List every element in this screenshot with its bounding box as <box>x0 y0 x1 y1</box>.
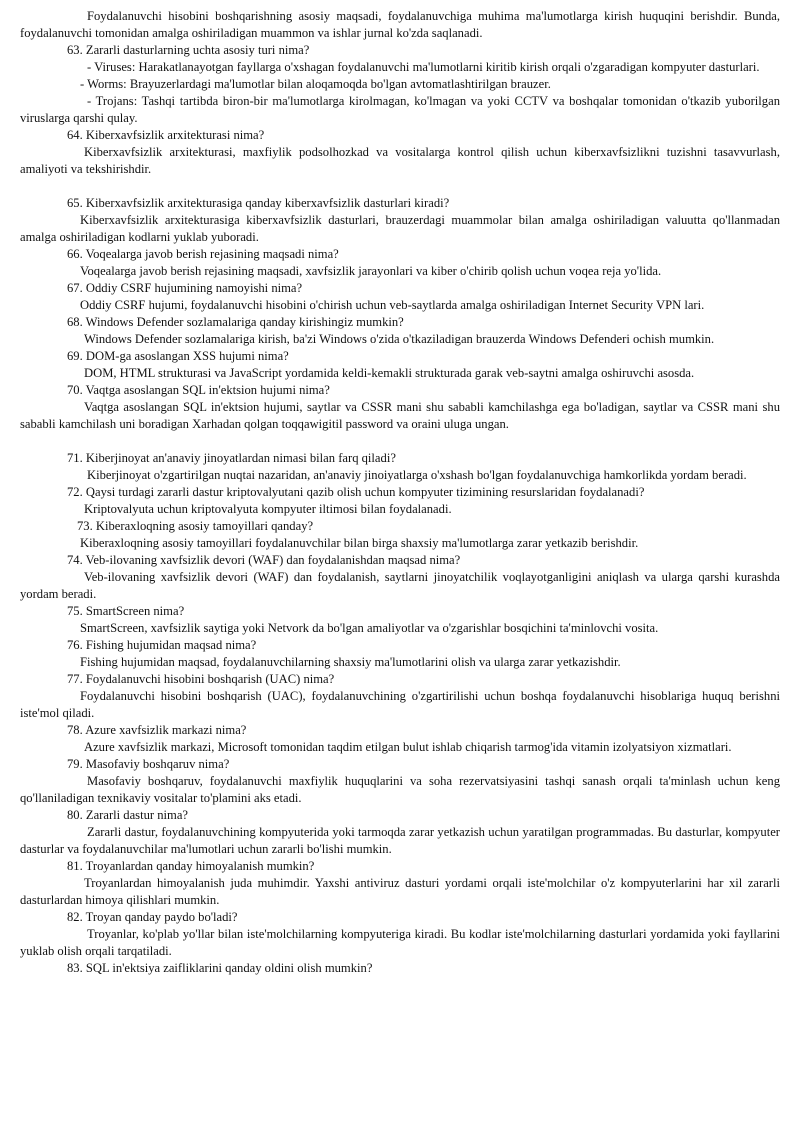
question-74: 74. Veb-ilovaning xavfsizlik devori (WAF) dan foydalanishdan maqsad nima? <box>67 553 461 567</box>
question-67: 67. Oddiy CSRF hujumining namoyishi nima? <box>67 281 303 295</box>
question-75: 75. SmartScreen nima? <box>67 604 185 618</box>
answer-70: Vaqtga asoslangan SQL in'ektsion hujumi, saytlar va CSSR mani shu sababli kamchilashga ega bo'ladigan, saytlar va CSSR mani shu sababli kamchilash uni boradigan Xarhadan qolgan toqqawigitil password va oraini uluga ungan. <box>20 400 780 431</box>
answer-66: Voqealarga javob berish rejasining maqsadi, xavfsizlik jarayonlari va kiber o'chirib qolish uchun voqea reja yo'lida. <box>80 264 662 278</box>
question-83: 83. SQL in'ektsiya zaifliklarini qanday oldini olish mumkin? <box>67 961 373 975</box>
answer-73: Kiberaxloqning asosiy tamoyillari foydalanuvchilar bilan birga shaxsiy ma'lumotlarga zarar yetkazib berishdir. <box>80 536 639 550</box>
answer-69: DOM, HTML strukturasi va JavaScript yordamida keldi-kemakli strukturada garak veb-saytni amalga oshiruvchi asosda. <box>84 366 695 380</box>
answer-71: Kiberjinoyat o'zgartirilgan nuqtai nazaridan, an'anaviy jinoiyatlarga o'xshash bo'lgan foydalanuvchiga hamkorlikda yordam beradi. <box>87 468 747 482</box>
answer-80: Zararli dastur, foydalanuvchining kompyuterida yoki tarmoqda zarar yetkazish uchun yaratilgan programmadas. Bu dasturlar, kompyuter dasturlar va foydalanuvchilar ma'lumotlari uchun zararli bo'lishi mumkin. <box>20 825 780 856</box>
answer-67: Oddiy CSRF hujumi, foydalanuvchi hisobini o'chirish uchun veb-saytlarda amalga oshiriladigan Internet Security VPN lari. <box>80 298 705 312</box>
question-64: 64. Kiberxavfsizlik arxitekturasi nima? <box>67 128 265 142</box>
question-79: 79. Masofaviy boshqaruv nima? <box>67 757 230 771</box>
answer-68: Windows Defender sozlamalariga kirish, ba'zi Windows o'zida o'tkaziladigan brauzerda Windows Defenderi ochish mumkin. <box>84 332 715 346</box>
question-73: 73. Kiberaxloqning asosiy tamoyillari qanday? <box>77 519 314 533</box>
answer-82: Troyanlar, ko'plab yo'llar bilan iste'molchilarning kompyuteriga kiradi. Bu kodlar iste'molchilarning dasturlari yordamida yoki fayllarini yuklab olish orqali tarqatiladi. <box>20 927 780 958</box>
question-76: 76. Fishing hujumidan maqsad nima? <box>67 638 257 652</box>
question-82: 82. Troyan qanday paydo bo'ladi? <box>67 910 238 924</box>
question-65: 65. Kiberxavfsizlik arxitekturasiga qanday kiberxavfsizlik dasturlari kiradi? <box>67 196 450 210</box>
answer-81: Troyanlardan himoyalanish juda muhimdir. Yaxshi antiviruz dasturi yordami orqali iste'molchilar o'z kompyuterlarini har xil zararli dasturlardan himoya qilishlari mumkin. <box>20 876 780 907</box>
answer-76: Fishing hujumidan maqsad, foydalanuvchilarning shaxsiy ma'lumotlarini olish va ularga zarar yetkazishdir. <box>80 655 621 669</box>
answer-63-worms: - Worms: Brayuzerlardagi ma'lumotlar bilan aloqamoqda bo'lgan avtomatlashtirilgan brauzer. <box>80 77 551 91</box>
question-71: 71. Kiberjinoyat an'anaviy jinoyatlardan nimasi bilan farq qiladi? <box>67 451 396 465</box>
question-70: 70. Vaqtga asoslangan SQL in'ektsion hujumi nima? <box>67 383 330 397</box>
answer-72: Kriptovalyuta uchun kriptovalyuta kompyuter iltimosi bilan foydalanadi. <box>84 502 452 516</box>
answer-78: Azure xavfsizlik markazi, Microsoft tomonidan taqdim etilgan bulut ishlab chiqarish tarmog'ida vitamin izolyatsiyon xizmatlari. <box>84 740 732 754</box>
question-80: 80. Zararli dastur nima? <box>67 808 188 822</box>
answer-79: Masofaviy boshqaruv, foydalanuvchi maxfiylik huquqlarini va soha rezervatsiyasini tashqi sanash orqali ta'minlash uchun keng qo'llaniladigan texnikaviy vositalar to'plamini aks etadi. <box>20 774 780 805</box>
answer-63-viruses: - Viruses: Harakatlanayotgan fayllarga o'xshagan foydalanuvchi ma'lumotlarni kiritib kirish orqali o'zgaradigan kompyuter dasturlari. <box>87 60 760 74</box>
answer-75: SmartScreen, xavfsizlik saytiga yoki Netvork da bo'lgan amaliyotlar va o'zgarishlar bosqichini ta'minlovchi vosita. <box>80 621 659 635</box>
answer-74: Veb-ilovaning xavfsizlik devori (WAF) dan foydalanish, saytlarni jinoyatchilik voqlayotganligini aniqlash va ularga qarshi kurashda yordam beradi. <box>20 570 780 601</box>
question-63: 63. Zararli dasturlarning uchta asosiy turi nima? <box>67 43 310 57</box>
question-77: 77. Foydalanuvchi hisobini boshqarish (UAC) nima? <box>67 672 335 686</box>
answer-64: Kiberxavfsizlik arxitekturasi, maxfiylik podsolhozkad va vositalarga kontrol qilish uchun kiberxavfsizlikni tuzishni tasavvurlash, amaliyoti va tekshirishdir. <box>20 145 780 176</box>
intro-paragraph: Foydalanuvchi hisobini boshqarishning asosiy maqsadi, foydalanuvchiga muhima ma'lumotlarga kirish huquqini berishdir. Bunda, foydalanuvchi tomonidan amalga oshiriladigan muammon va ishlar jurnal ko'zda saqlanadi. <box>20 9 780 40</box>
question-78: 78. Azure xavfsizlik markazi nima? <box>67 723 247 737</box>
answer-77: Foydalanuvchi hisobini boshqarish (UAC), foydalanuvchining o'zgartirilishi uchun boshqa foydalanuvchi hisoblariga huquq berishni iste'mol qiladi. <box>20 689 780 720</box>
question-68: 68. Windows Defender sozlamalariga qanday kirishingiz mumkin? <box>67 315 404 329</box>
answer-63-trojans: - Trojans: Tashqi tartibda biron-bir ma'lumotlarga kirolmagan, ko'lmagan va yoki CCTV va boshqalar tomonidan o'tkazib yuborilgan viruslarga qarshi qulay. <box>20 94 780 125</box>
answer-65: Kiberxavfsizlik arxitekturasiga kiberxavfsizlik dasturlari, brauzerdagi muammolar bilan amalga oshiriladigan valuutta qo'llanmadan amalga oshiriladigan kodlarni yuklab yuboradi. <box>20 213 780 244</box>
question-66: 66. Voqealarga javob berish rejasining maqsadi nima? <box>67 247 339 261</box>
question-69: 69. DOM-ga asoslangan XSS hujumi nima? <box>67 349 289 363</box>
question-81: 81. Troyanlardan qanday himoyalanish mumkin? <box>67 859 315 873</box>
question-72: 72. Qaysi turdagi zararli dastur kriptovalyutani qazib olish uchun kompyuter tizimining resurslaridan foydalanadi? <box>67 485 645 499</box>
